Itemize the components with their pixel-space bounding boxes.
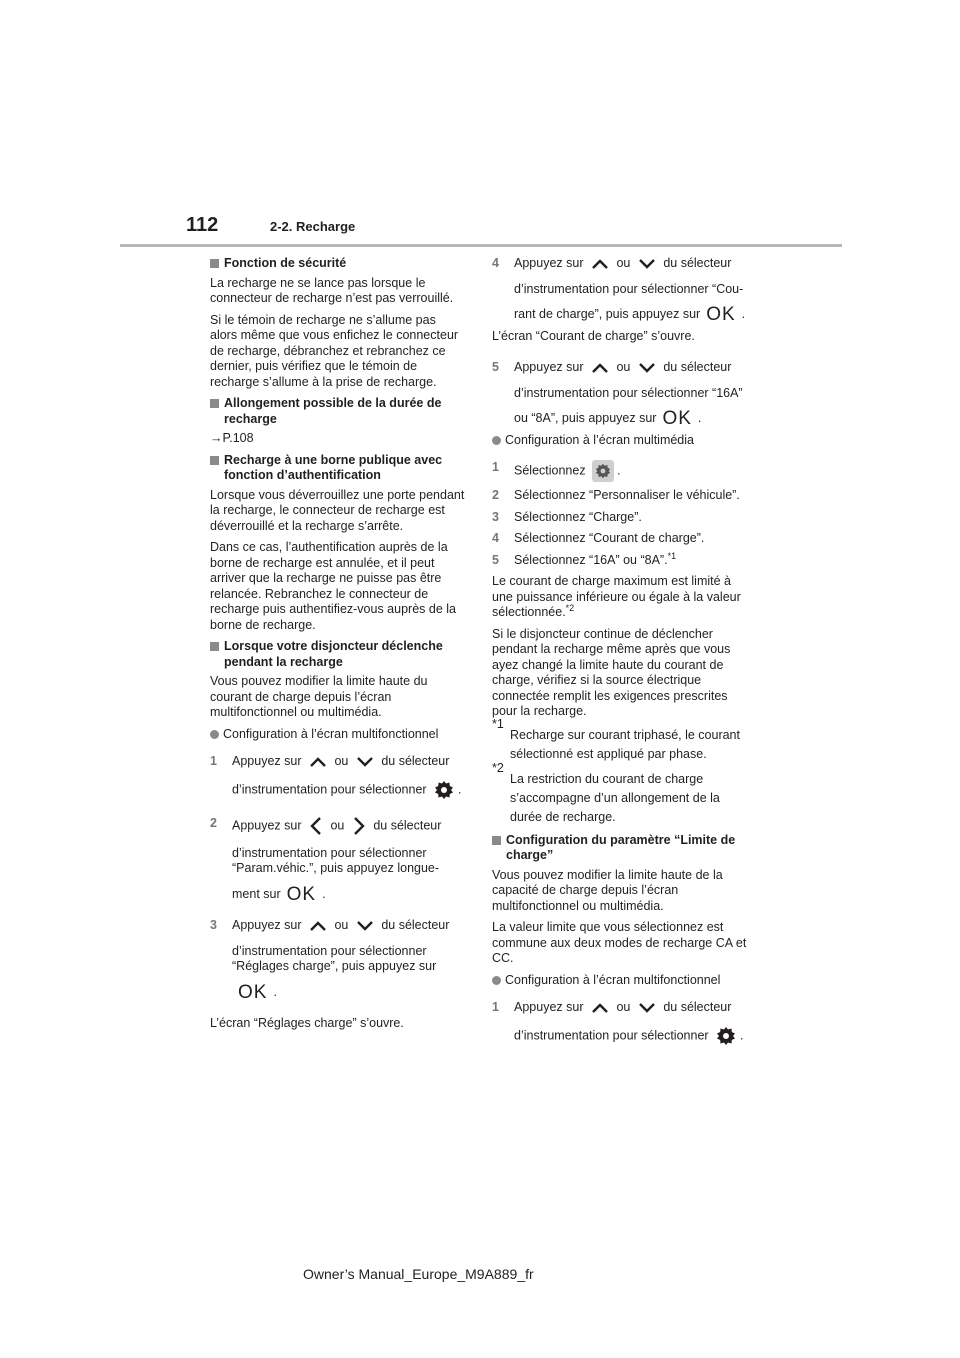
step-number: 2	[492, 488, 499, 503]
step-text: Sélectionnez “16A” ou “8A”.	[514, 552, 668, 567]
ok-icon: OK	[238, 981, 268, 1003]
step	[492, 510, 747, 526]
step-text: Sélectionnez “Personnaliser le véhicule”.	[514, 488, 740, 503]
paragraph: Vous pouvez modifier la limite haute de la capacité de charge depuis l’écran multifonctionnel ou multimédia.	[492, 867, 723, 913]
step-text: du sélecteur	[373, 817, 442, 832]
step-number: 2	[210, 815, 217, 830]
paragraph: Lorsque vous déverrouillez une porte pendant la recharge, le connecteur de recharge est déverrouillé et la recharge s’arrête.	[210, 487, 465, 533]
footnote-ref: *1	[667, 550, 677, 561]
step	[492, 1000, 747, 1046]
paragraph: Si le témoin de recharge ne s’allume pas alors même que vous enfichez le connecteur de recharge, débranchez et rebranchez ce dernier, puis vérifiez que le témoin de recharge s’allume à la prise de recharge.	[210, 312, 459, 389]
step-text: rant de charge”, puis appuyez sur	[514, 307, 701, 322]
bullet-multimedia: Configuration à l’écran multimédia	[492, 433, 747, 449]
heading-charge-limit: Configuration du paramètre “Limite de charge”	[492, 833, 747, 864]
step	[210, 918, 465, 1003]
step-text: du sélecteur	[663, 256, 732, 270]
footnote: *2 La restriction du courant de charge s’accompagne d’un allongement de la durée de recharge.	[492, 760, 720, 824]
paragraph: L’écran “Réglages charge” s’ouvre.	[210, 1016, 404, 1031]
bullet-multifunction: Configuration à l’écran multifonctionnel	[492, 973, 747, 989]
step	[492, 550, 747, 569]
step	[210, 816, 465, 903]
page-reference	[210, 431, 465, 447]
step	[210, 754, 465, 800]
ok-icon: OK	[286, 883, 317, 905]
chevron-down-icon	[638, 1002, 656, 1014]
step-text: .	[740, 1027, 744, 1042]
step-text: ou	[616, 1000, 631, 1015]
step-text: “Param.véhic.”, puis appuyez longue-	[232, 861, 440, 875]
step-number: 5	[492, 552, 499, 567]
header-divider	[120, 244, 842, 247]
step	[492, 531, 747, 547]
paragraph: L’écran “Courant de charge” s’ouvre.	[492, 328, 695, 343]
chevron-down-icon	[356, 756, 374, 768]
gear-icon	[434, 780, 454, 800]
page-number: 112	[186, 214, 219, 236]
step-text: ou	[330, 817, 345, 832]
step-number: 1	[492, 1000, 499, 1015]
step-text: d’instrumentation pour sélectionner	[232, 781, 427, 796]
chevron-up-icon	[309, 756, 327, 768]
step-text: .	[617, 463, 621, 478]
step-text: .	[697, 411, 702, 426]
chevron-up-icon	[309, 920, 327, 932]
step-text: du sélecteur	[381, 754, 450, 768]
step-number: 4	[492, 531, 499, 546]
step-number: 1	[492, 460, 499, 475]
step-text: ou	[334, 918, 349, 933]
step	[492, 460, 747, 482]
step-number: 3	[492, 509, 499, 524]
step	[492, 488, 747, 504]
footnote-text: Recharge sur courant triphasé, le courant sélectionné est appliqué par phase.	[510, 727, 740, 761]
step	[492, 256, 747, 323]
chevron-up-icon	[591, 258, 609, 270]
gear-icon	[716, 1026, 736, 1046]
gear-icon	[595, 463, 611, 479]
paragraph	[492, 574, 747, 621]
chevron-right-icon	[352, 816, 366, 836]
bullet-multifunction: Configuration à l’écran multifonctionnel	[210, 727, 465, 743]
paragraph-text: Le courant de charge maximum est limité à une puissance inférieure ou égale à la valeur sélectionnée.	[492, 574, 741, 620]
chevron-down-icon	[638, 258, 656, 270]
step-text: .	[741, 307, 746, 322]
heading-public-station: Recharge à une borne publique avec fonction d’authentification	[210, 453, 465, 484]
step-text: du sélecteur	[663, 360, 732, 375]
paragraph: La valeur limite que vous sélectionnez est commune aux deux modes de recharge CA et CC.	[492, 920, 747, 966]
step-text: .	[322, 886, 326, 901]
heading-extended-duration: Allongement possible de la durée de recharge	[210, 396, 465, 427]
chevron-up-icon	[591, 362, 609, 374]
paragraph: La recharge ne se lance pas lorsque le connecteur de recharge n’est pas verrouillé.	[210, 275, 454, 305]
step-text: ou	[616, 360, 631, 375]
chevron-down-icon	[356, 920, 374, 932]
arrow-icon: →	[210, 431, 223, 445]
step-text: Sélectionnez “Charge”.	[514, 509, 642, 524]
right-column	[492, 256, 747, 1052]
paragraph: Vous pouvez modifier la limite haute du courant de charge depuis l’écran multifonctionnel ou multimédia.	[210, 674, 428, 719]
paragraph: Dans ce cas, l’authentification auprès de la borne de recharge est annulée, et il peut arriver que la recharge ne puisse pas être relancée. Rebranchez le connecteur de recharge puis authentifiez-vous auprès de la borne de recharge.	[210, 540, 456, 632]
left-column	[210, 256, 465, 1038]
step-text: Appuyez sur	[232, 754, 302, 768]
step-text: ment sur	[232, 886, 281, 901]
step-text: d’instrumentation pour sélectionner	[514, 1027, 709, 1042]
footnote: *1 Recharge sur courant triphasé, le courant sélectionné est appliqué par phase.	[492, 716, 740, 761]
step-number: 5	[492, 360, 499, 375]
section-title: 2-2. Recharge	[270, 219, 356, 234]
step-number: 1	[210, 754, 217, 768]
step-text: Appuyez sur	[232, 817, 302, 832]
step-number: 4	[492, 256, 499, 270]
step-text: du sélecteur	[381, 918, 450, 933]
chevron-up-icon	[591, 1002, 609, 1014]
step-text: Sélectionnez	[514, 463, 586, 478]
step-text: Sélectionnez “Courant de charge”.	[514, 531, 705, 546]
chevron-left-icon	[309, 816, 323, 836]
ok-icon: OK	[662, 408, 692, 430]
footnote-ref: *2	[565, 602, 575, 613]
chevron-down-icon	[638, 362, 656, 374]
step-text: ou	[616, 256, 631, 270]
step-text: .	[458, 781, 462, 796]
step-text: d’instrumentation pour sélectionner	[232, 845, 427, 860]
heading-breaker: Lorsque votre disjoncteur déclenche pendant la recharge	[210, 639, 465, 670]
step-text: “Réglages charge”, puis appuyez sur	[232, 959, 437, 974]
step-text: Appuyez sur	[514, 360, 584, 375]
step-number: 3	[210, 918, 217, 933]
step-text: d’instrumentation pour sélectionner “16A”	[514, 385, 743, 400]
paragraph: Si le disjoncteur continue de déclencher pendant la recharge même après que vous ayez changé la limite haute du courant de charge, vérifiez si la source électrique connectée remplit les exigences prescrites pour la recharge.	[492, 626, 731, 719]
step-text: Appuyez sur	[232, 918, 302, 933]
step-text: Appuyez sur	[514, 1000, 584, 1015]
step-text: Appuyez sur	[514, 256, 584, 270]
step-text: ou “8A”, puis appuyez sur	[514, 411, 657, 426]
step-text: du sélecteur	[663, 1000, 732, 1015]
step-text: ou	[334, 754, 349, 768]
heading-safety: Fonction de sécurité	[210, 256, 465, 272]
reference-link[interactable]: P.108	[222, 431, 254, 445]
ok-icon: OK	[706, 304, 736, 325]
footer-text: Owner’s Manual_Europe_M9A889_fr	[303, 1266, 534, 1282]
settings-button-icon	[592, 460, 614, 482]
footnote-text: La restriction du courant de charge s’accompagne d’un allongement de la durée de recharge.	[510, 771, 720, 824]
step	[492, 360, 747, 430]
step-text: d’instrumentation pour sélectionner	[232, 943, 427, 958]
step-text: .	[273, 984, 277, 999]
step-text: d’instrumentation pour sélectionner “Cou-	[514, 281, 744, 296]
